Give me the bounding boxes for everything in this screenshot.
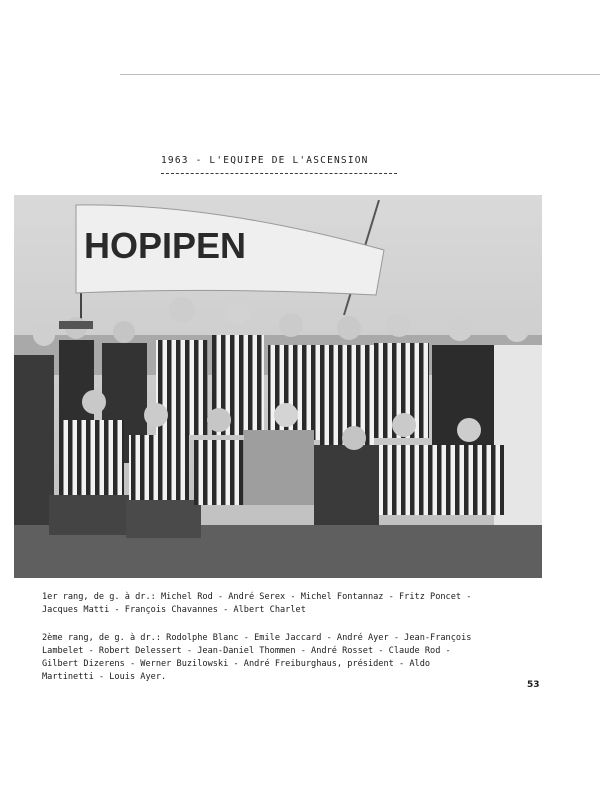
page-title: 1963 - L'EQUIPE DE L'ASCENSION [161, 155, 369, 166]
page-number: 53 [527, 680, 540, 690]
title-underline [161, 173, 397, 174]
team-photo [14, 195, 542, 578]
caption-row-2 [42, 632, 562, 684]
caption-line: 2ème rang, de g. à dr.: Rodolphe Blanc - Emile Jaccard - André Ayer - Jean-François [42, 633, 472, 643]
caption-row-1 [42, 591, 562, 617]
caption-line: Martinetti - Louis Ayer. [42, 672, 167, 682]
caption-line: 1er rang, de g. à dr.: Michel Rod - André Serex - Michel Fontannaz - Fritz Poncet - [42, 592, 472, 602]
caption-line: Jacques Matti - François Chavannes - Albert Charlet [42, 605, 306, 615]
caption-line: Lambelet - Robert Delessert - Jean-Daniel Thommen - André Rosset - Claude Rod - [42, 646, 451, 656]
banner-text: HOPIPEN [84, 225, 247, 266]
top-rule [120, 74, 600, 75]
caption-line: Gilbert Dizerens - Werner Buzilowski - André Freiburghaus, président - Aldo [42, 659, 431, 669]
